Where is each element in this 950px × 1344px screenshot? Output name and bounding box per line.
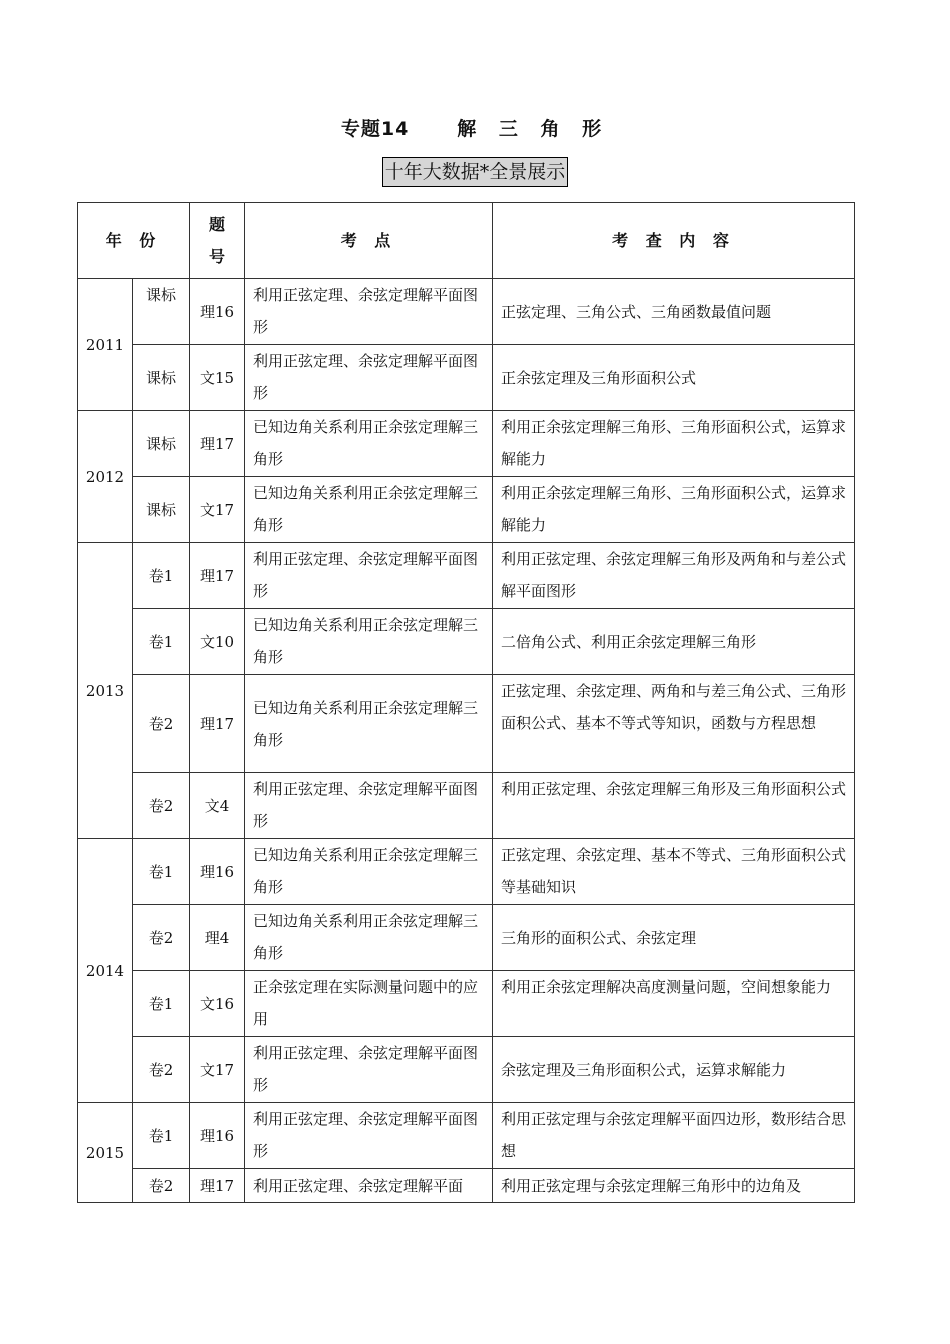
content-cell: 余弦定理及三角形面积公式，运算求解能力	[493, 1037, 855, 1103]
paper-cell: 课标	[133, 477, 190, 543]
table-row	[78, 411, 855, 477]
point-cell: 已知边角关系利用正余弦定理解三角形	[245, 609, 493, 675]
year-cell: 2012	[78, 411, 133, 543]
content-cell: 利用正弦定理与余弦定理解平面四边形，数形结合思想	[493, 1103, 855, 1169]
qnum-cell: 文15	[190, 345, 245, 411]
point-cell: 利用正弦定理、余弦定理解平面图形	[245, 543, 493, 609]
paper-cell: 卷1	[133, 971, 190, 1037]
paper-cell: 卷1	[133, 839, 190, 905]
content-cell: 正弦定理、余弦定理、两角和与差三角公式、三角形面积公式、基本不等式等知识，函数与方程思想	[493, 675, 855, 773]
point-cell: 利用正弦定理、余弦定理解平面图形	[245, 773, 493, 839]
qnum-cell: 理17	[190, 411, 245, 477]
paper-cell: 卷1	[133, 609, 190, 675]
content-cell: 利用正弦定理、余弦定理解三角形及三角形面积公式	[493, 773, 855, 839]
table-row	[78, 1037, 855, 1103]
qnum-cell: 文4	[190, 773, 245, 839]
qnum-cell: 文10	[190, 609, 245, 675]
qnum-cell: 文17	[190, 1037, 245, 1103]
point-cell: 已知边角关系利用正余弦定理解三角形	[245, 675, 493, 773]
qnum-cell: 文16	[190, 971, 245, 1037]
table-row	[78, 477, 855, 543]
qnum-cell: 理16	[190, 1103, 245, 1169]
point-cell: 已知边角关系利用正余弦定理解三角形	[245, 839, 493, 905]
paper-cell: 课标	[133, 411, 190, 477]
col-header-content: 考 查 内 容	[493, 203, 855, 279]
col-header-year: 年 份	[78, 203, 190, 279]
table-row	[78, 345, 855, 411]
col-header-qnum-text: 题号	[209, 214, 226, 266]
year-cell: 2011	[78, 279, 133, 411]
point-cell: 利用正弦定理、余弦定理解平面图形	[245, 1103, 493, 1169]
table-row	[78, 675, 855, 773]
paper-cell: 课标	[133, 345, 190, 411]
content-cell: 利用正余弦定理解决高度测量问题，空间想象能力	[493, 971, 855, 1037]
qnum-cell: 理17	[190, 1169, 245, 1203]
paper-cell: 卷1	[133, 1103, 190, 1169]
table-row	[78, 1103, 855, 1169]
content-cell: 利用正弦定理、余弦定理解三角形及两角和与差公式解平面图形	[493, 543, 855, 609]
point-cell: 已知边角关系利用正余弦定理解三角形	[245, 411, 493, 477]
subtitle-banner: 十年大数据*全景展示	[382, 157, 569, 187]
content-cell: 利用正弦定理与余弦定理解三角形中的边角及	[493, 1169, 855, 1203]
paper-cell: 卷2	[133, 1037, 190, 1103]
qnum-cell: 理16	[190, 279, 245, 345]
point-cell: 利用正弦定理、余弦定理解平面图形	[245, 279, 493, 345]
content-cell: 二倍角公式、利用正余弦定理解三角形	[493, 609, 855, 675]
col-header-point: 考 点	[245, 203, 493, 279]
topic-name: 解 三 角 形	[457, 118, 610, 140]
table-row	[78, 279, 855, 345]
qnum-cell: 文17	[190, 477, 245, 543]
topic-number: 专题14	[340, 118, 410, 140]
table-row	[78, 1169, 855, 1203]
exam-table	[77, 202, 855, 1203]
table-row	[78, 905, 855, 971]
point-cell: 利用正弦定理、余弦定理解平面	[245, 1169, 493, 1203]
year-cell: 2015	[78, 1103, 133, 1203]
table-row	[78, 839, 855, 905]
qnum-cell: 理17	[190, 543, 245, 609]
paper-cell: 卷2	[133, 675, 190, 773]
content-cell: 正弦定理、三角公式、三角函数最值问题	[493, 279, 855, 345]
table-row	[78, 971, 855, 1037]
content-cell: 利用正余弦定理解三角形、三角形面积公式，运算求解能力	[493, 411, 855, 477]
paper-cell: 课标	[133, 279, 190, 345]
table-row	[78, 773, 855, 839]
qnum-cell: 理17	[190, 675, 245, 773]
point-cell: 已知边角关系利用正余弦定理解三角形	[245, 905, 493, 971]
point-cell: 利用正弦定理、余弦定理解平面图形	[245, 1037, 493, 1103]
point-cell: 利用正弦定理、余弦定理解平面图形	[245, 345, 493, 411]
paper-cell: 卷2	[133, 1169, 190, 1203]
paper-cell: 卷1	[133, 543, 190, 609]
content-cell: 正余弦定理及三角形面积公式	[493, 345, 855, 411]
year-cell: 2013	[78, 543, 133, 839]
paper-cell: 卷2	[133, 905, 190, 971]
content-cell: 正弦定理、余弦定理、基本不等式、三角形面积公式等基础知识	[493, 839, 855, 905]
content-cell: 三角形的面积公式、余弦定理	[493, 905, 855, 971]
table-row	[78, 543, 855, 609]
qnum-cell: 理4	[190, 905, 245, 971]
qnum-cell: 理16	[190, 839, 245, 905]
point-cell: 正余弦定理在实际测量问题中的应用	[245, 971, 493, 1037]
col-header-qnum	[190, 203, 245, 279]
paper-cell: 卷2	[133, 773, 190, 839]
page-title	[0, 114, 950, 141]
content-cell: 利用正余弦定理解三角形、三角形面积公式，运算求解能力	[493, 477, 855, 543]
year-cell: 2014	[78, 839, 133, 1103]
table-row	[78, 609, 855, 675]
point-cell: 已知边角关系利用正余弦定理解三角形	[245, 477, 493, 543]
